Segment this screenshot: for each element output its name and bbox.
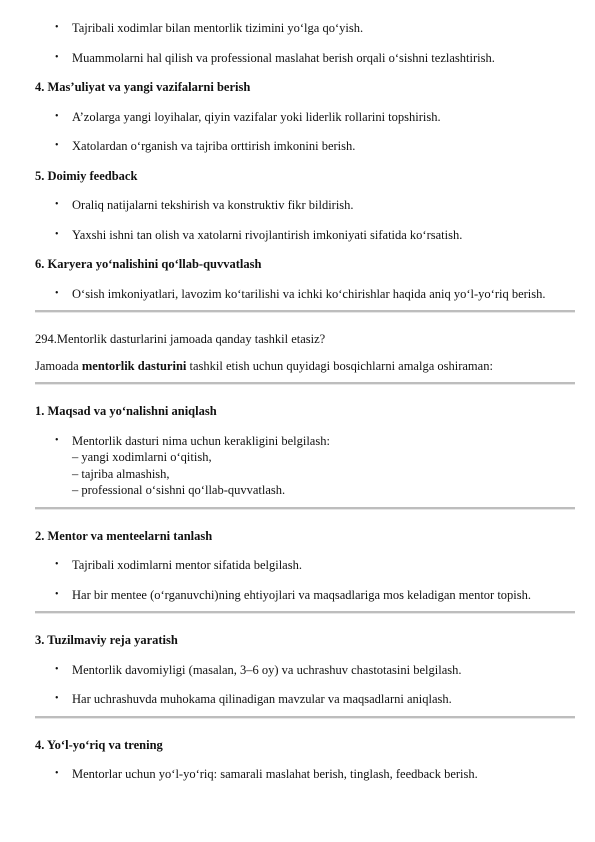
list-item-text: Mentorlar uchun yo‘l-yo‘riq: samarali maslahat berish, tinglash, feedback berish.: [72, 767, 478, 781]
horizontal-rule: [35, 382, 575, 385]
list-item-text: Tajribali xodimlar bilan mentorlik tizimini yo‘lga qo‘yish.: [72, 21, 364, 35]
bullet: •: [55, 228, 59, 240]
question-intro: [35, 358, 575, 375]
list-item: [35, 20, 575, 37]
list-item-text: Oraliq natijalarni tekshirish va konstruktiv fikr bildirish.: [72, 198, 354, 212]
list-item: [35, 227, 575, 244]
list-item: [35, 109, 575, 126]
horizontal-rule: [35, 611, 575, 614]
bullet: •: [55, 110, 59, 122]
bullet: •: [55, 140, 59, 151]
intro-bold: mentorlik dasturini: [81, 358, 187, 373]
bullet: •: [55, 768, 59, 779]
document-body: [35, 20, 575, 796]
bullet: •: [55, 663, 59, 675]
list-item-text: A’zolarga yangi loyihalar, qiyin vazifalar yoki liderlik rollarini topshirish.: [72, 109, 441, 124]
list-item-text: Xatolardan o‘rganish va tajriba orttirish imkonini berish.: [72, 139, 356, 153]
list-item: [35, 557, 575, 574]
list-item: [35, 138, 575, 155]
horizontal-rule: [35, 507, 575, 510]
list-item: [35, 50, 575, 67]
list-item: [35, 197, 575, 214]
bullet: •: [55, 51, 59, 63]
bullet: •: [55, 588, 59, 600]
list-item: [35, 766, 575, 783]
sub-item: – yangi xodimlarni o‘qitish,: [72, 450, 212, 464]
horizontal-rule: [35, 310, 575, 313]
list-item-text: O‘sish imkoniyatlari, lavozim ko‘tarilishi va ichki ko‘chirishlar haqida aniq yo‘l-yo‘riq berish.: [72, 286, 546, 301]
section-heading: 6. Karyera yo‘nalishini qo‘llab-quvvatlash: [35, 257, 262, 271]
intro-prefix: Jamoada: [35, 358, 82, 373]
intro-suffix: tashkil etish uchun quyidagi bosqichlarni amalga oshiraman:: [186, 358, 493, 373]
section-heading: 4. Yo‘l-yo‘riq va trening: [35, 737, 163, 752]
bullet: •: [55, 693, 59, 704]
list-item: [35, 587, 575, 604]
list-item-text: Muammolarni hal qilish va professional maslahat berish orqali o‘sishni tezlashtirish.: [72, 50, 495, 65]
bullet: •: [55, 199, 59, 210]
list-item: [35, 662, 575, 679]
list-item-text: Mentorlik davomiyligi (masalan, 3–6 oy) va uchrashuv chastotasini belgilash.: [72, 662, 462, 677]
sub-item: – tajriba almashish,: [72, 466, 170, 481]
bullet: •: [55, 22, 59, 33]
section-heading: 3. Tuzilmaviy reja yaratish: [35, 633, 178, 647]
bullet: •: [55, 434, 59, 446]
section-heading: 2. Mentor va menteelarni tanlash: [35, 528, 213, 543]
list-item: [35, 433, 575, 499]
section-heading: 1. Maqsad va yo‘nalishni aniqlash: [35, 404, 217, 418]
bullet: •: [55, 559, 59, 570]
list-item: [35, 691, 575, 708]
section-heading: 4. Mas’uliyat va yangi vazifalarni berish: [35, 80, 251, 94]
sub-item: – professional o‘sishni qo‘llab-quvvatlash.: [72, 483, 286, 497]
section-heading: 5. Doimiy feedback: [35, 168, 138, 183]
horizontal-rule: [35, 716, 575, 719]
list-item-text: Mentorlik dasturi nima uchun kerakligini belgilash:: [72, 433, 330, 448]
list-item: [35, 286, 575, 303]
question-title: 294.Mentorlik dasturlarini jamoada qanday tashkil etasiz?: [35, 332, 326, 346]
list-item-text: Har bir mentee (o‘rganuvchi)ning ehtiyojlari va maqsadlariga mos keladigan mentor topish.: [72, 587, 532, 602]
list-item-text: Tajribali xodimlarni mentor sifatida belgilash.: [72, 558, 302, 572]
list-item-text: Yaxshi ishni tan olish va xatolarni rivojlantirish imkoniyati sifatida ko‘rsatish.: [72, 227, 463, 242]
bullet: •: [55, 287, 59, 299]
list-item-text: Har uchrashuvda muhokama qilinadigan mavzular va maqsadlarni aniqlash.: [72, 692, 452, 706]
